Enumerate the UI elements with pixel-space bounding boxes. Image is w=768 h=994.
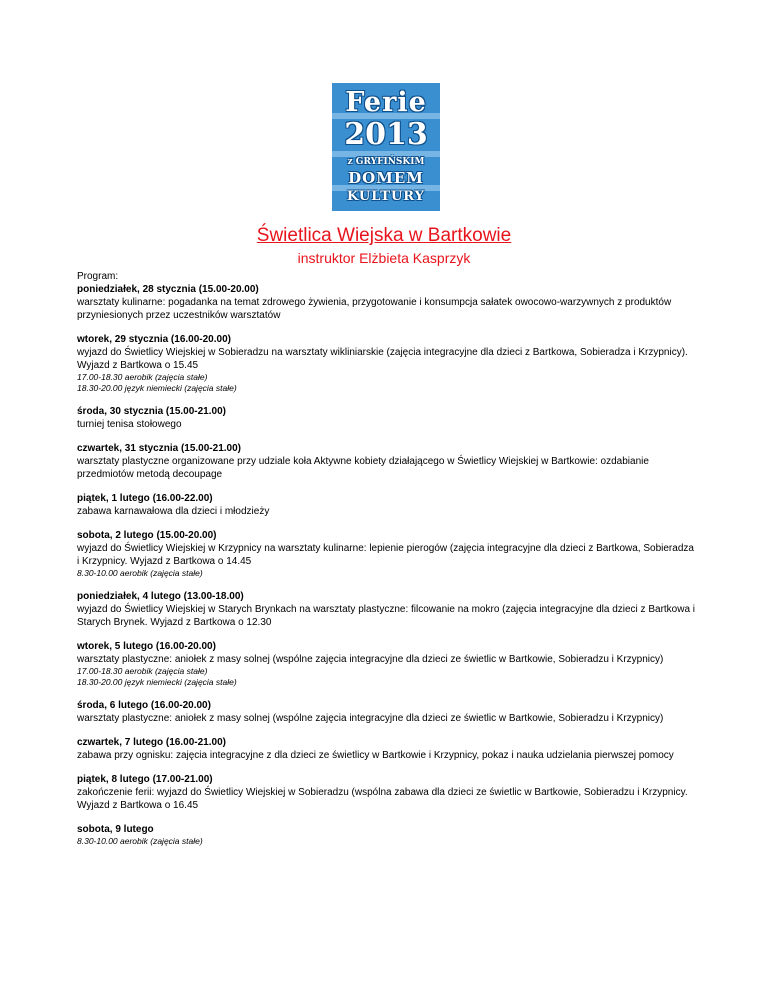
day-description: warsztaty plastyczne: aniołek z masy solnej (wspólne zajęcia integracyjne dla dzieci ze świetlic w Bartkowie, Sobieradzu i Krzypnicy): [77, 654, 664, 665]
day-regular-activity: 8.30-10.00 aerobik (zajęcia stałe): [77, 568, 203, 578]
program-day: [77, 283, 697, 322]
logo-line-2: 2013: [344, 117, 428, 152]
day-heading: wtorek, 29 stycznia (16.00-20.00): [77, 334, 231, 345]
day-heading: piątek, 8 lutego (17.00-21.00): [77, 774, 213, 785]
day-heading: czwartek, 31 stycznia (15.00-21.00): [77, 443, 241, 454]
day-description: zabawa karnawałowa dla dzieci i młodzieży: [77, 506, 270, 517]
day-description: warsztaty plastyczne organizowane przy udziale koła Aktywne kobiety działającego w Świetlicy Wiejskiej w Bartkowie: ozdabianie przedmiotów metodą decoupage: [77, 456, 649, 480]
program-content: [77, 270, 697, 858]
program-day: [77, 640, 697, 688]
program-day: [77, 405, 697, 431]
page-title: Świetlica Wiejska w Bartkowie: [256, 225, 512, 246]
program-day: [77, 699, 697, 725]
logo-line-5: KULTURY: [347, 189, 425, 204]
day-regular-activity: 17.00-18.30 aerobik (zajęcia stałe): [77, 372, 208, 382]
day-regular-activity: 18.30-20.00 język niemiecki (zajęcia stałe): [77, 383, 237, 393]
day-heading: poniedziałek, 28 stycznia (15.00-20.00): [77, 284, 259, 295]
day-heading: sobota, 2 lutego (15.00-20.00): [77, 530, 217, 541]
day-description: turniej tenisa stołowego: [77, 419, 182, 430]
program-label: Program:: [77, 271, 119, 282]
day-regular-activity: 8.30-10.00 aerobik (zajęcia stałe): [77, 836, 203, 846]
page-subtitle: instruktor Elżbieta Kasprzyk: [297, 250, 471, 266]
day-heading: środa, 30 stycznia (15.00-21.00): [77, 406, 226, 417]
day-regular-activity: 18.30-20.00 język niemiecki (zajęcia stałe): [77, 677, 237, 687]
logo-line-4: DOMEM: [348, 169, 424, 187]
program-day: [77, 492, 697, 518]
day-heading: poniedziałek, 4 lutego (13.00-18.00): [77, 591, 244, 602]
program-day: [77, 529, 697, 579]
day-description: warsztaty kulinarne: pogadanka na temat zdrowego żywienia, przygotowanie i konsumpcja sałatek owocowo-warzywnych z produktów przyniesionych przez uczestników warsztatów: [77, 297, 672, 321]
program-day: [77, 773, 697, 812]
day-heading: środa, 6 lutego (16.00-20.00): [77, 700, 211, 711]
day-description: warsztaty plastyczne: aniołek z masy solnej (wspólne zajęcia integracyjne dla dzieci ze świetlic w Bartkowie, Sobieradzu i Krzypnicy): [77, 713, 664, 724]
day-description: wyjazd do Świetlicy Wiejskiej w Sobieradzu na warsztaty wikliniarskie (zajęcia integracyjne dla dzieci z Bartkowa, Sobieradza i Krzypnicy). Wyjazd z Bartkowa o 15.45: [77, 347, 688, 371]
program-day: [77, 823, 697, 847]
program-day: [77, 442, 697, 481]
day-description: wyjazd do Świetlicy Wiejskiej w Starych Brynkach na warsztaty plastyczne: filcowanie na mokro (zajęcia integracyjne dla dzieci z Bartkowa i Starych Brynek. Wyjazd z Bartkowa o 12.30: [77, 604, 696, 628]
day-heading: czwartek, 7 lutego (16.00-21.00): [77, 737, 226, 748]
day-description: zabawa przy ognisku: zajęcia integracyjne z dla dzieci ze świetlicy w Bartkowie i Krzypnicy, pokaz i nauka udzielania pierwszej pomocy: [77, 750, 674, 761]
program-day: [77, 736, 697, 762]
day-description: zakończenie ferii: wyjazd do Świetlicy Wiejskiej w Sobieradzu (wspólna zabawa dla dzieci ze świetlic w Bartkowie, Sobieradzu i Krzypnicy. Wyjazd z Bartkowa o 16.45: [77, 787, 688, 811]
day-heading: piątek, 1 lutego (16.00-22.00): [77, 493, 213, 504]
program-day: [77, 590, 697, 629]
day-heading: sobota, 9 lutego: [77, 824, 154, 835]
logo-line-1: Ferie: [345, 87, 427, 118]
day-regular-activity: 17.00-18.30 aerobik (zajęcia stałe): [77, 666, 208, 676]
day-heading: wtorek, 5 lutego (16.00-20.00): [77, 641, 216, 652]
day-description: wyjazd do Świetlicy Wiejskiej w Krzypnicy na warsztaty kulinarne: lepienie pierogów (zajęcia integracyjne dla dzieci z Bartkowa, Sobieradza i Krzypnicy. Wyjazd z Bartkowa o 14.45: [77, 543, 694, 567]
program-days: [77, 283, 697, 847]
program-day: [77, 333, 697, 394]
ferie-2013-logo: [332, 83, 440, 211]
logo-line-3: z GRYFIŃSKIM: [347, 157, 425, 167]
